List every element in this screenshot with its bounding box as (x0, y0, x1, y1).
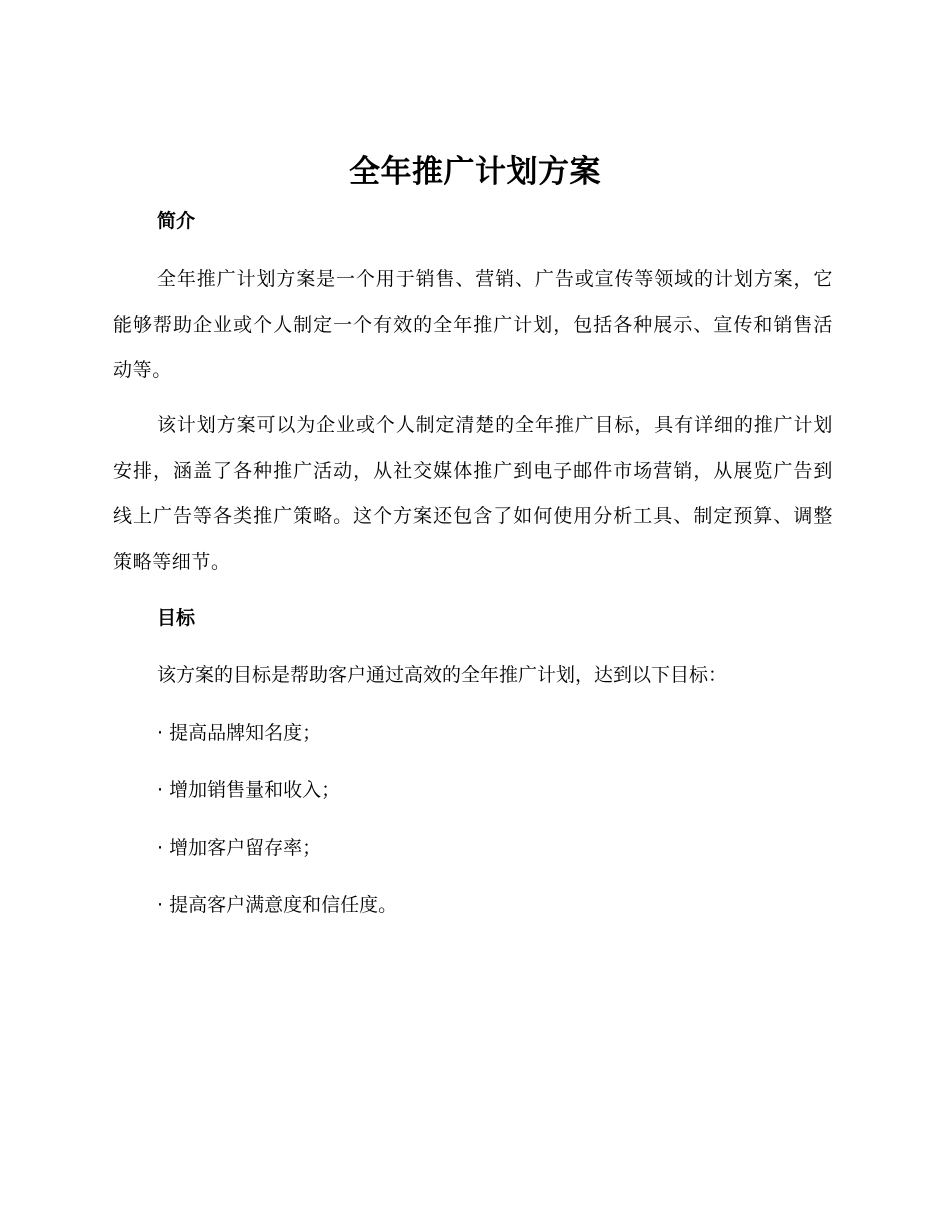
intro-paragraph-2: 该计划方案可以为企业或个人制定清楚的全年推广目标，具有详细的推广计划安排，涵盖了各种推广活动，从社交媒体推广到电子邮件市场营销，从展览广告到线上广告等各类推广策略。这个方案还包含了如何使用分析工具、制定预算、调整策略等细节。 (113, 414, 833, 573)
intro-paragraph-1: 全年推广计划方案是一个用于销售、营销、广告或宣传等领域的计划方案，它能够帮助企业或个人制定一个有效的全年推广计划，包括各种展示、宣传和销售活动等。 (113, 268, 833, 381)
page-title: 全年推广计划方案 (349, 154, 601, 190)
goal-list-item: · 增加销售量和收入； (157, 779, 341, 801)
section-heading-goals: 目标 (157, 607, 196, 629)
goal-list-item: · 提高品牌知名度； (157, 722, 322, 744)
goal-list-item: · 提高客户满意度和信任度。 (157, 894, 398, 916)
goals-intro-text: 该方案的目标是帮助客户通过高效的全年推广计划，达到以下目标： (157, 664, 728, 686)
goal-list-item: · 增加客户留存率； (157, 837, 322, 859)
section-heading-intro: 简介 (157, 210, 196, 232)
